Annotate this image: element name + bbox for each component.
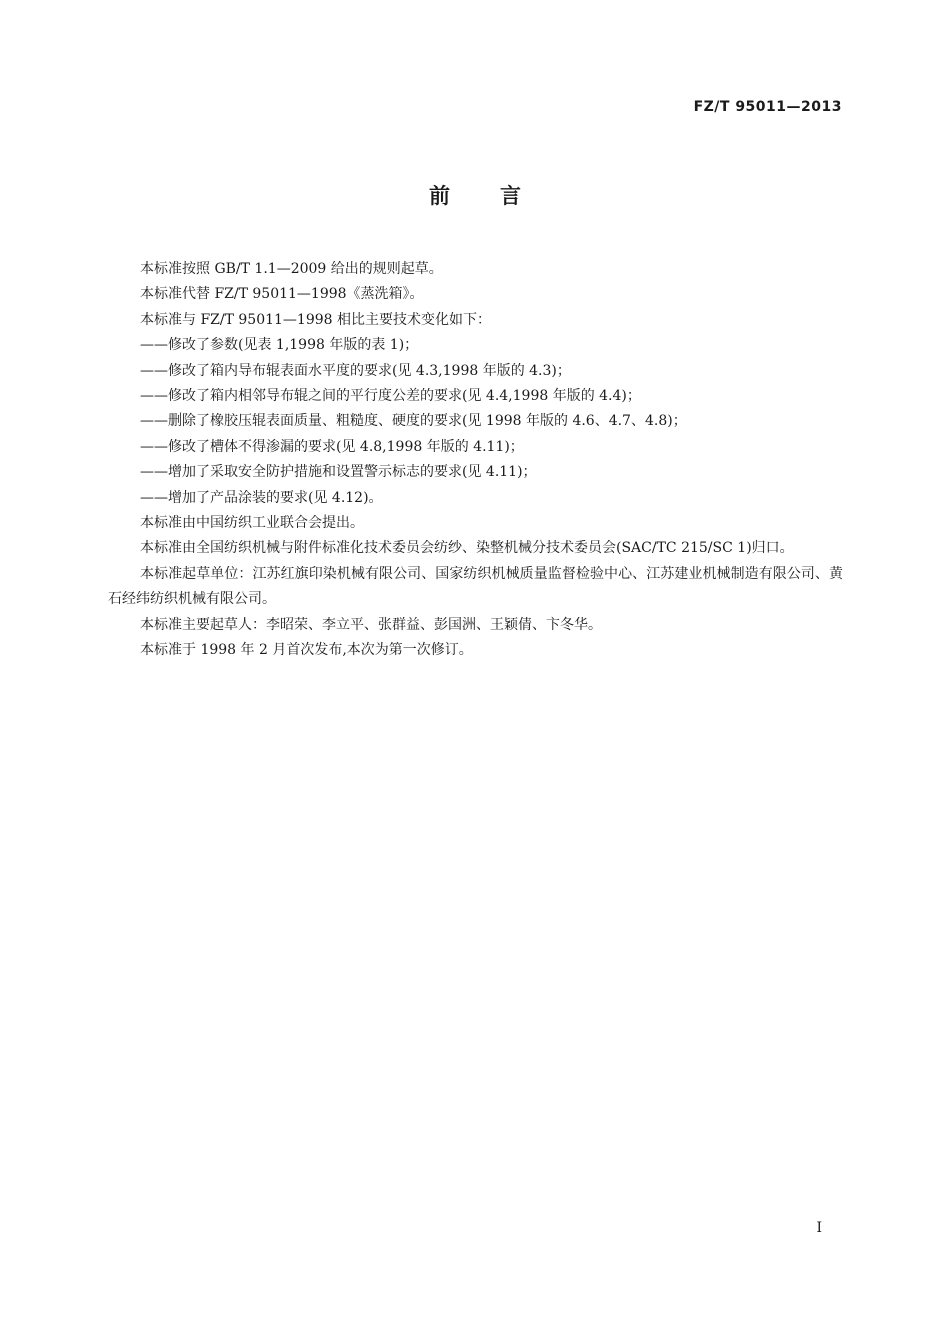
foreword-content — [108, 257, 843, 664]
change-item: ——增加了采取安全防护措施和设置警示标志的要求(见 4.11)； — [140, 464, 537, 481]
paragraph: 本标准代替 FZ/T 95011—1998《蒸洗箱》。 — [140, 286, 424, 303]
paragraph: 本标准按照 GB/T 1.1—2009 给出的规则起草。 — [140, 261, 443, 277]
paragraph: 本标准与 FZ/T 95011—1998 相比主要技术变化如下： — [140, 311, 492, 328]
page-number: I — [816, 1220, 822, 1236]
change-item: ——修改了参数(见表 1,1998 年版的表 1)； — [140, 337, 419, 354]
paragraph: 本标准于 1998 年 2 月首次发布,本次为第一次修订。 — [140, 642, 473, 659]
change-item: ——增加了产品涂装的要求(见 4.12)。 — [140, 489, 383, 506]
paragraph: 本标准起草单位：江苏红旗印染机械有限公司、国家纺织机械质量监督检验中心、江苏建业机械制造有限公司、黄石经纬纺织机械有限公司。 — [108, 565, 843, 608]
page-title: 前言 — [429, 184, 571, 208]
paragraph: 本标准主要起草人：李昭荣、李立平、张群益、彭国洲、王颖倩、卞冬华。 — [140, 616, 602, 633]
change-item: ——修改了槽体不得渗漏的要求(见 4.8,1998 年版的 4.11)； — [140, 438, 524, 455]
change-item: ——删除了橡胶压辊表面质量、粗糙度、硬度的要求(见 1998 年版的 4.6、4.7、4.8)； — [140, 413, 687, 430]
standard-code: FZ/T 95011—2013 — [693, 99, 842, 115]
paragraph: 本标准由中国纺织工业联合会提出。 — [140, 515, 364, 532]
change-item: ——修改了箱内相邻导布辊之间的平行度公差的要求(见 4.4,1998 年版的 4.4)； — [140, 388, 641, 405]
change-item: ——修改了箱内导布辊表面水平度的要求(见 4.3,1998 年版的 4.3)； — [140, 362, 571, 379]
paragraph: 本标准由全国纺织机械与附件标准化技术委员会纺纱、染整机械分技术委员会(SAC/TC 215/SC 1)归口。 — [140, 540, 794, 557]
